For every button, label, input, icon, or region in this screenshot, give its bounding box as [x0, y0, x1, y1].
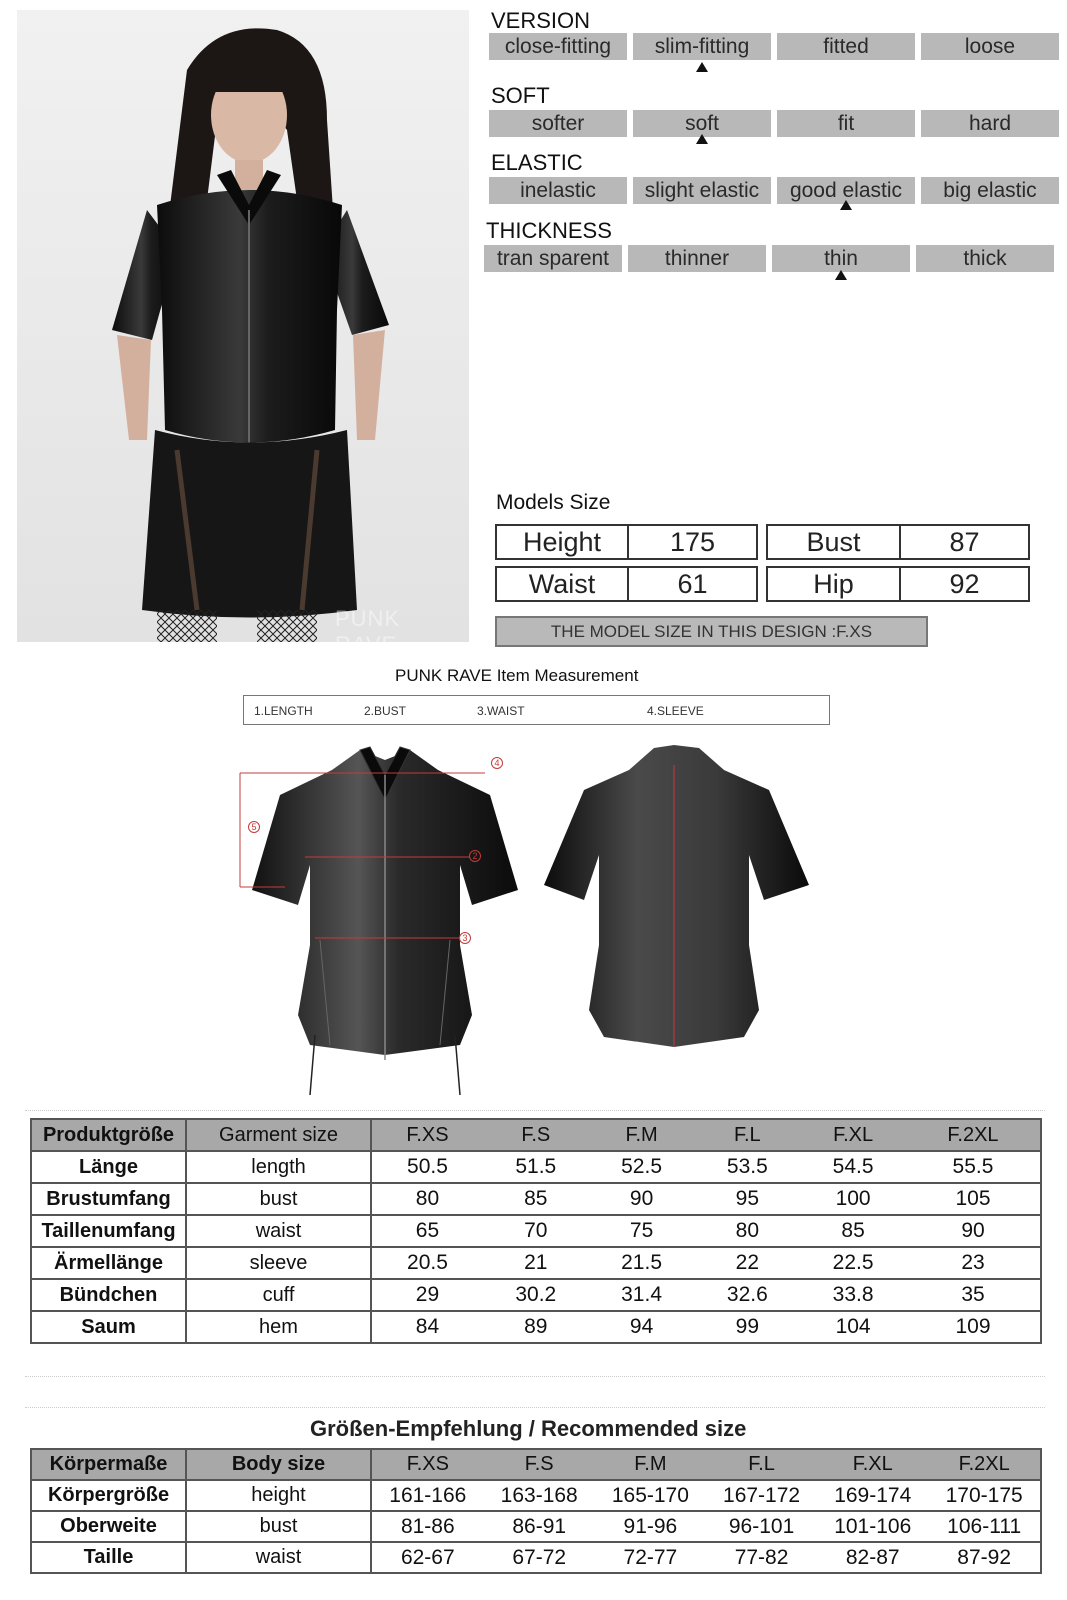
size-value-cell: 87-92 — [928, 1542, 1041, 1573]
garment-header-en: Garment size — [186, 1119, 371, 1151]
garment-header-de: Produktgröße — [31, 1119, 186, 1151]
table-row — [31, 1480, 1041, 1511]
size-value-cell: 80 — [694, 1215, 800, 1247]
legend-length: 1.LENGTH — [254, 704, 313, 718]
row-label-en: waist — [186, 1542, 371, 1573]
body-header-de: Körpermaße — [31, 1449, 186, 1480]
table-row — [31, 1183, 1041, 1215]
table-row — [31, 1511, 1041, 1542]
attr-option: soft — [633, 110, 771, 137]
size-value-cell: 35 — [906, 1279, 1041, 1311]
waist-value: 61 — [627, 568, 756, 600]
size-value-cell: 65 — [371, 1215, 483, 1247]
photo-watermark: PUNK RAVE — [335, 606, 401, 657]
row-label-en: cuff — [186, 1279, 371, 1311]
model-photo — [17, 10, 469, 657]
table-row — [31, 1151, 1041, 1183]
selected-marker-icon — [835, 270, 847, 280]
size-col-header: F.S — [484, 1449, 595, 1480]
attr-scale-elastic — [489, 177, 1059, 204]
size-col-header: F.XS — [371, 1119, 483, 1151]
attr-option: thin — [772, 245, 910, 272]
size-value-cell: 96-101 — [706, 1511, 817, 1542]
size-value-cell: 90 — [906, 1215, 1041, 1247]
size-col-header: F.L — [706, 1449, 817, 1480]
size-value-cell: 21 — [483, 1247, 589, 1279]
table-row — [31, 1215, 1041, 1247]
attr-option: close-fitting — [489, 33, 627, 60]
size-value-cell: 22 — [694, 1247, 800, 1279]
table-row — [31, 1247, 1041, 1279]
size-value-cell: 167-172 — [706, 1480, 817, 1511]
row-label-de: Taille — [31, 1542, 186, 1573]
size-value-cell: 163-168 — [484, 1480, 595, 1511]
size-col-header: F.M — [589, 1119, 695, 1151]
models-size-title: Models Size — [496, 491, 611, 514]
size-col-header: F.L — [694, 1119, 800, 1151]
size-value-cell: 31.4 — [589, 1279, 695, 1311]
size-col-header: F.XL — [817, 1449, 928, 1480]
size-value-cell: 165-170 — [595, 1480, 706, 1511]
size-col-header: F.XL — [800, 1119, 906, 1151]
size-col-header: F.S — [483, 1119, 589, 1151]
row-label-en: hem — [186, 1311, 371, 1343]
marker-2: 2 — [469, 850, 481, 862]
size-value-cell: 72-77 — [595, 1542, 706, 1573]
size-value-cell: 33.8 — [800, 1279, 906, 1311]
attr-option: loose — [921, 33, 1059, 60]
table-row — [31, 1279, 1041, 1311]
row-label-de: Bündchen — [31, 1279, 186, 1311]
row-label-en: length — [186, 1151, 371, 1183]
garment-front-diagram — [240, 745, 530, 1110]
size-value-cell: 82-87 — [817, 1542, 928, 1573]
recommended-size-title: Größen-Empfehlung / Recommended size — [310, 1416, 747, 1441]
size-col-header: F.2XL — [906, 1119, 1041, 1151]
table-row — [31, 1542, 1041, 1573]
attr-option: thick — [916, 245, 1054, 272]
size-value-cell: 85 — [800, 1215, 906, 1247]
size-col-header: F.XS — [371, 1449, 484, 1480]
row-label-de: Oberweite — [31, 1511, 186, 1542]
row-label-en: waist — [186, 1215, 371, 1247]
attr-title-thickness: THICKNESS — [486, 218, 612, 243]
legend-sleeve: 4.SLEEVE — [647, 704, 704, 718]
size-value-cell: 85 — [483, 1183, 589, 1215]
size-value-cell: 90 — [589, 1183, 695, 1215]
size-value-cell: 53.5 — [694, 1151, 800, 1183]
attr-scale-version — [489, 33, 1059, 60]
attr-option: good elastic — [777, 177, 915, 204]
size-value-cell: 21.5 — [589, 1247, 695, 1279]
marker-5: 5 — [248, 821, 260, 833]
legend-bust: 2.BUST — [364, 704, 407, 718]
measurement-title: PUNK RAVE Item Measurement — [395, 666, 639, 685]
height-value: 175 — [627, 526, 756, 558]
marker-3: 3 — [459, 932, 471, 944]
attr-option: big elastic — [921, 177, 1059, 204]
attr-title-elastic: ELASTIC — [491, 150, 583, 175]
garment-size-table — [30, 1118, 1042, 1344]
hip-value: 92 — [899, 568, 1028, 600]
attr-option: thinner — [628, 245, 766, 272]
table-row — [31, 1311, 1041, 1343]
selected-marker-icon — [696, 62, 708, 72]
row-label-de: Taillenumfang — [31, 1215, 186, 1247]
size-value-cell: 170-175 — [928, 1480, 1041, 1511]
attr-option: slim-fitting — [633, 33, 771, 60]
attr-option: fit — [777, 110, 915, 137]
size-value-cell: 99 — [694, 1311, 800, 1343]
row-label-en: bust — [186, 1183, 371, 1215]
size-value-cell: 100 — [800, 1183, 906, 1215]
model-illustration — [17, 10, 469, 642]
size-value-cell: 161-166 — [371, 1480, 484, 1511]
size-value-cell: 94 — [589, 1311, 695, 1343]
attr-title-version: VERSION — [491, 8, 591, 33]
hip-label: Hip — [813, 568, 854, 599]
attr-scale-soft — [489, 110, 1059, 137]
models-size-height-box — [495, 524, 758, 560]
size-value-cell: 77-82 — [706, 1542, 817, 1573]
bust-value: 87 — [899, 526, 1028, 558]
size-value-cell: 84 — [371, 1311, 483, 1343]
size-value-cell: 75 — [589, 1215, 695, 1247]
attr-option: softer — [489, 110, 627, 137]
size-value-cell: 29 — [371, 1279, 483, 1311]
attr-option: slight elastic — [633, 177, 771, 204]
size-value-cell: 54.5 — [800, 1151, 906, 1183]
attr-title-soft: SOFT — [491, 83, 550, 108]
models-size-waist-box — [495, 566, 758, 602]
size-value-cell: 81-86 — [371, 1511, 484, 1542]
row-label-de: Länge — [31, 1151, 186, 1183]
size-value-cell: 55.5 — [906, 1151, 1041, 1183]
size-value-cell: 52.5 — [589, 1151, 695, 1183]
attr-option: tran sparent — [484, 245, 622, 272]
size-value-cell: 62-67 — [371, 1542, 484, 1573]
size-value-cell: 101-106 — [817, 1511, 928, 1542]
attr-option: inelastic — [489, 177, 627, 204]
size-col-header: F.M — [595, 1449, 706, 1480]
waist-label: Waist — [528, 568, 596, 599]
model-design-note: THE MODEL SIZE IN THIS DESIGN :F.XS — [495, 616, 928, 647]
recommended-size-table — [30, 1448, 1042, 1574]
size-value-cell: 89 — [483, 1311, 589, 1343]
legend-waist: 3.WAIST — [477, 704, 525, 718]
size-value-cell: 22.5 — [800, 1247, 906, 1279]
size-value-cell: 86-91 — [484, 1511, 595, 1542]
row-label-de: Brustumfang — [31, 1183, 186, 1215]
mid-divider — [25, 1407, 1045, 1408]
row-label-de: Ärmellänge — [31, 1247, 186, 1279]
size-value-cell: 169-174 — [817, 1480, 928, 1511]
size-value-cell: 70 — [483, 1215, 589, 1247]
size-value-cell: 104 — [800, 1311, 906, 1343]
measurement-legend — [243, 695, 830, 725]
top-divider — [25, 1110, 1045, 1111]
row-label-en: height — [186, 1480, 371, 1511]
marker-4: 4 — [491, 757, 503, 769]
size-value-cell: 20.5 — [371, 1247, 483, 1279]
body-header-en: Body size — [186, 1449, 371, 1480]
row-label-en: sleeve — [186, 1247, 371, 1279]
attr-option: hard — [921, 110, 1059, 137]
selected-marker-icon — [840, 200, 852, 210]
selected-marker-icon — [696, 134, 708, 144]
attr-scale-thickness — [484, 245, 1054, 272]
size-value-cell: 106-111 — [928, 1511, 1041, 1542]
size-value-cell: 91-96 — [595, 1511, 706, 1542]
size-value-cell: 109 — [906, 1311, 1041, 1343]
size-value-cell: 105 — [906, 1183, 1041, 1215]
mid-divider — [25, 1376, 1045, 1377]
size-value-cell: 80 — [371, 1183, 483, 1215]
size-value-cell: 95 — [694, 1183, 800, 1215]
size-value-cell: 32.6 — [694, 1279, 800, 1311]
models-size-bust-box — [766, 524, 1030, 560]
row-label-de: Saum — [31, 1311, 186, 1343]
size-value-cell: 67-72 — [484, 1542, 595, 1573]
height-label: Height — [522, 526, 602, 557]
row-label-en: bust — [186, 1511, 371, 1542]
size-value-cell: 30.2 — [483, 1279, 589, 1311]
row-label-de: Körpergröße — [31, 1480, 186, 1511]
bust-label: Bust — [806, 526, 861, 557]
models-size-hip-box — [766, 566, 1030, 602]
attr-option: fitted — [777, 33, 915, 60]
size-value-cell: 23 — [906, 1247, 1041, 1279]
size-value-cell: 51.5 — [483, 1151, 589, 1183]
garment-back-diagram — [544, 745, 814, 1055]
size-value-cell: 50.5 — [371, 1151, 483, 1183]
size-col-header: F.2XL — [928, 1449, 1041, 1480]
